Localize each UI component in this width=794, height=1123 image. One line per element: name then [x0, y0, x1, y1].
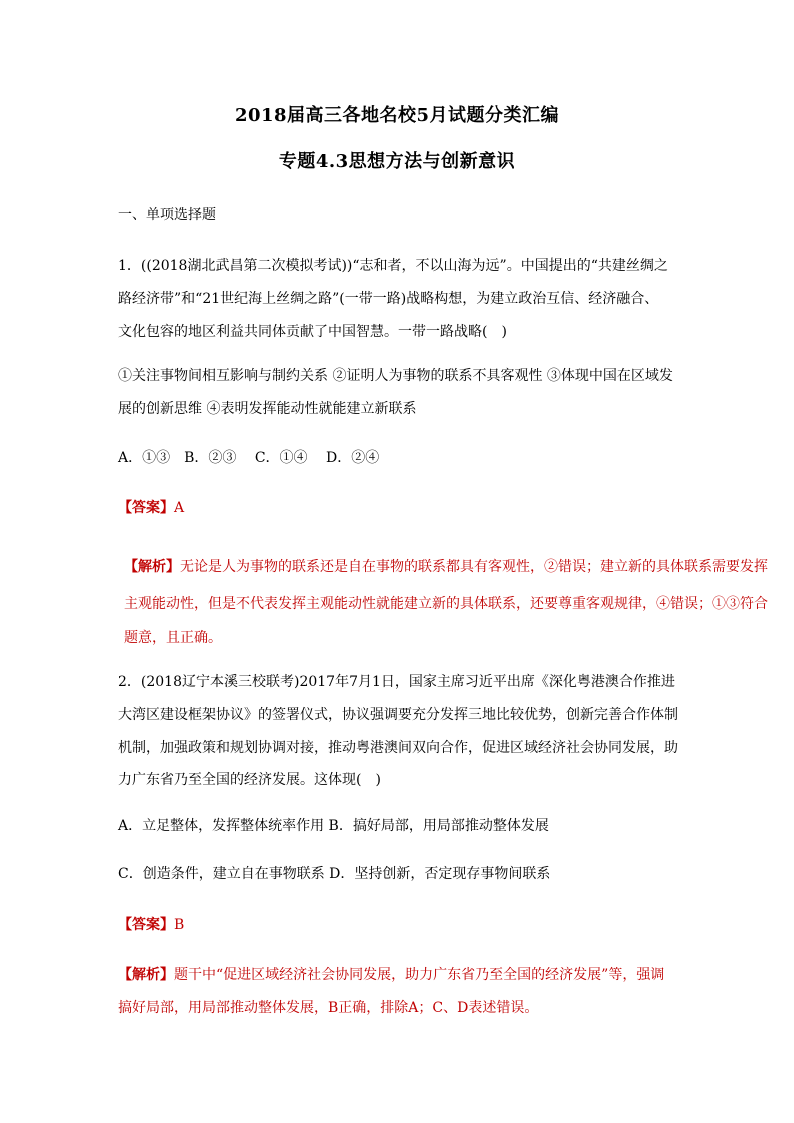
q1-choices: A．①③ B．②③ C．①④ D．②④: [118, 450, 380, 466]
q1-analysis-line-2: 主观能动性，但是不代表发挥主观能动性就能建立新的具体联系，还要尊重客观规律，④错误；①③符合: [124, 596, 768, 612]
q1-stem-line-1: 1．((2018湖北武昌第二次模拟考试))“志和者，不以山海为远”。中国提出的“共建丝绸之: [118, 258, 668, 274]
document-subtitle: 专题4.3思想方法与创新意识: [278, 151, 516, 172]
q1-option-line-1: ①关注事物间相互影响与制约关系 ②证明人为事物的联系不具客观性 ③体现中国在区域发: [118, 368, 673, 384]
q1-analysis-line-1: 【解析】无论是人为事物的联系还是自在事物的联系都具有客观性，②错误；建立新的具体联系需要发挥: [124, 559, 768, 575]
q2-answer-label: 【答案】: [118, 917, 174, 933]
q2-stem-line-3: 机制，加强政策和规划协调对接，推动粤港澳间双向合作，促进区域经济社会协同发展，助: [118, 740, 678, 756]
q1-stem-line-2: 路经济带”和“21世纪海上丝绸之路”(一带一路)战略构想，为建立政治互信、经济融合、: [118, 291, 659, 307]
document-title: 2018届高三各地名校5月试题分类汇编: [234, 105, 560, 126]
q2-analysis-line-2: 搞好局部，用局部推动整体发展，B正确，排除A；C、D表述错误。: [118, 1000, 539, 1016]
q1-analysis-line-3: 题意，且正确。: [124, 630, 222, 646]
q1-answer: [118, 498, 184, 518]
analysis-label: 【解析】: [118, 967, 174, 983]
q1-stem-line-3: 文化包容的地区利益共同体贡献了中国智慧。一带一路战略( ): [118, 324, 507, 340]
section-heading: 一、单项选择题: [118, 207, 216, 223]
q1-answer-value: A: [174, 500, 185, 516]
q2-stem-line-4: 力广东省乃至全国的经济发展。这体现( ): [118, 772, 381, 788]
q1-option-line-2: 展的创新思维 ④表明发挥能动性就能建立新联系: [118, 401, 417, 417]
q2-choice-line-2: C．创造条件，建立自在事物联系 D．坚持创新，否定现存事物间联系: [118, 866, 551, 882]
q2-answer: [118, 915, 184, 935]
q1-answer-label: 【答案】: [118, 500, 174, 516]
q2-choice-line-1: A．立足整体，发挥整体统率作用 B．搞好局部，用局部推动整体发展: [118, 818, 549, 834]
analysis-label: 【解析】: [124, 559, 180, 575]
q2-answer-value: B: [174, 917, 185, 933]
q2-stem-line-1: 2．(2018辽宁本溪三校联考)2017年7月1日，国家主席习近平出席《深化粤港澳合作推进: [118, 674, 675, 690]
q2-analysis-line-1: 【解析】题干中“促进区域经济社会协同发展，助力广东省乃至全国的经济发展”等，强调: [118, 967, 665, 983]
q2-stem-line-2: 大湾区建设框架协议》的签署仪式，协议强调要充分发挥三地比较优势，创新完善合作体制: [118, 707, 678, 723]
